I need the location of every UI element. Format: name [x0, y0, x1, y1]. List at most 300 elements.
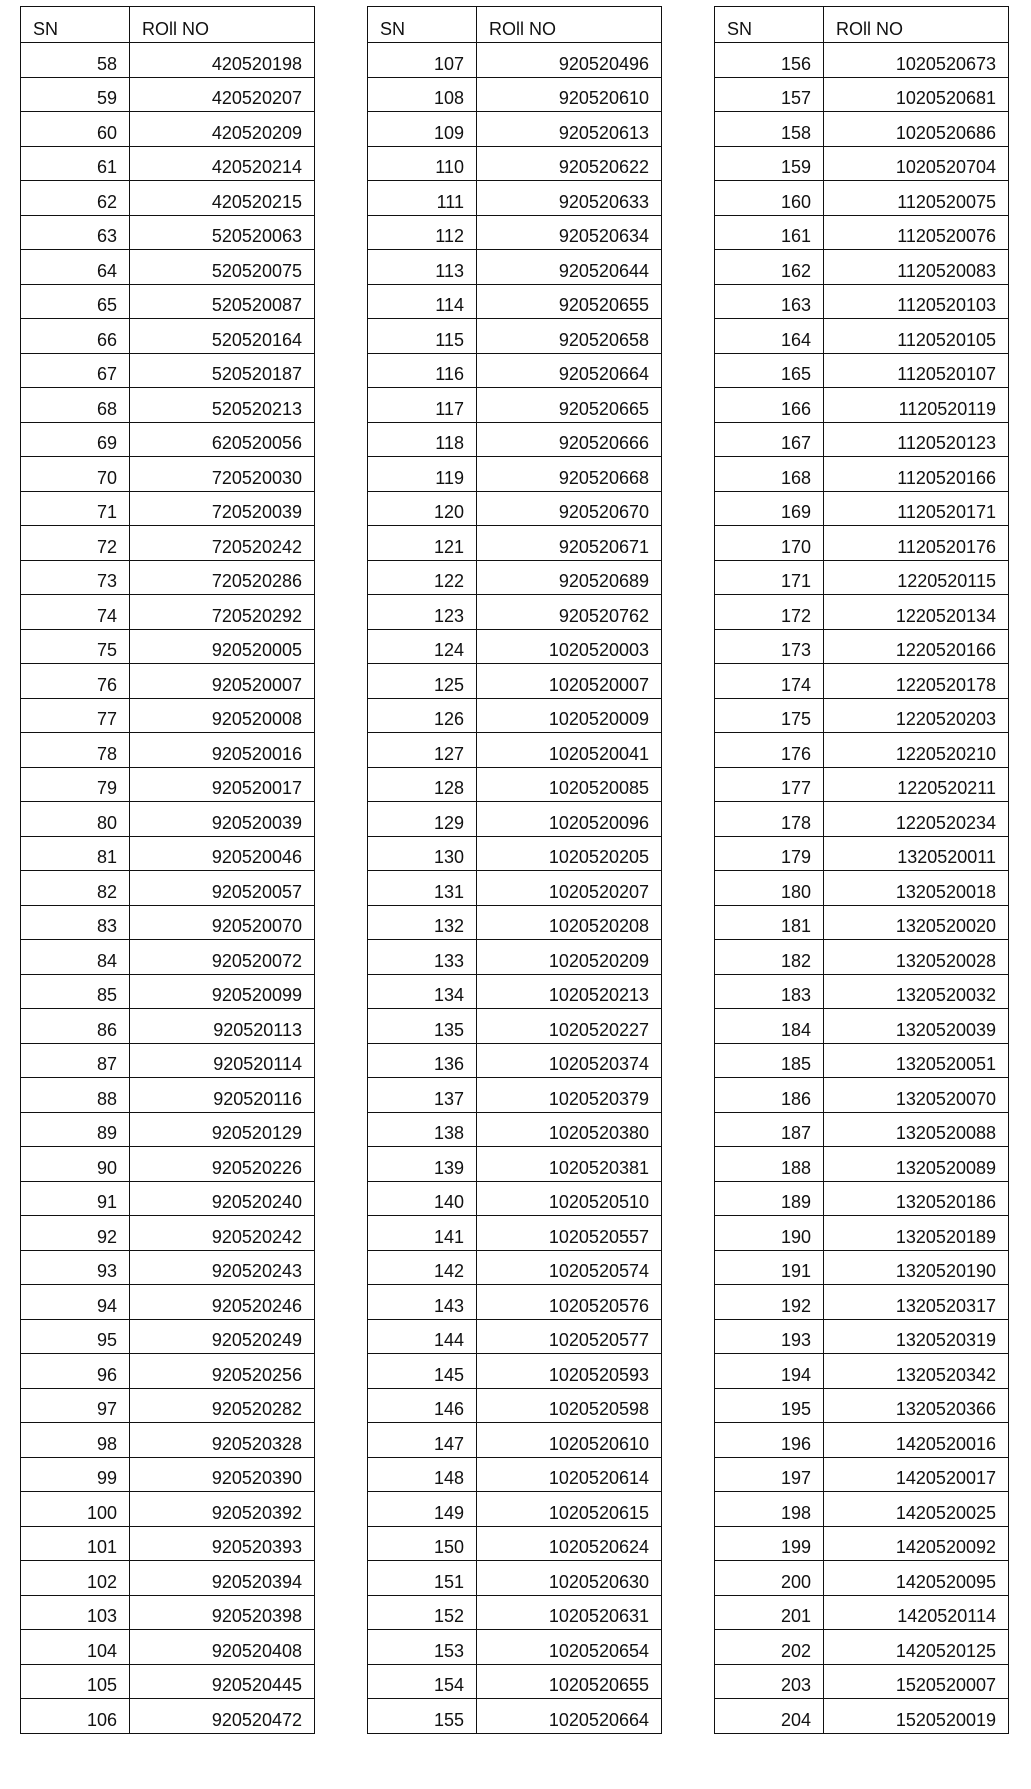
roll-no-cell: 920520246 — [130, 1285, 315, 1320]
table-row — [21, 664, 315, 699]
sn-cell: 137 — [368, 1078, 477, 1113]
table-row — [715, 1147, 1009, 1182]
sn-cell: 77 — [21, 698, 130, 733]
roll-no-cell: 1320520317 — [824, 1285, 1009, 1320]
roll-no-cell: 1120520103 — [824, 284, 1009, 319]
sn-cell: 155 — [368, 1699, 477, 1734]
table-row — [21, 629, 315, 664]
roll-no-cell: 1120520171 — [824, 491, 1009, 526]
roll-no-cell: 1020520655 — [477, 1664, 662, 1699]
sn-cell: 118 — [368, 422, 477, 457]
table-row — [368, 802, 662, 837]
table-row — [21, 1595, 315, 1630]
sn-cell: 62 — [21, 181, 130, 216]
roll-no-cell: 920520070 — [130, 905, 315, 940]
sn-cell: 58 — [21, 43, 130, 78]
table-row — [368, 836, 662, 871]
roll-no-cell: 920520129 — [130, 1112, 315, 1147]
table-row — [21, 1699, 315, 1734]
roll-no-cell: 1420520092 — [824, 1526, 1009, 1561]
sn-cell: 171 — [715, 560, 824, 595]
roll-no-cell: 1220520203 — [824, 698, 1009, 733]
roll-no-cell: 1520520019 — [824, 1699, 1009, 1734]
table-row — [368, 664, 662, 699]
roll-no-cell: 920520282 — [130, 1388, 315, 1423]
table-row — [368, 1043, 662, 1078]
table-row — [715, 1112, 1009, 1147]
roll-no-cell: 920520408 — [130, 1630, 315, 1665]
sn-cell: 187 — [715, 1112, 824, 1147]
roll-no-cell: 1220520115 — [824, 560, 1009, 595]
table-row — [21, 1388, 315, 1423]
roll-no-cell: 1320520342 — [824, 1354, 1009, 1389]
sn-cell: 177 — [715, 767, 824, 802]
table-row — [368, 1388, 662, 1423]
roll-no-cell: 920520226 — [130, 1147, 315, 1182]
roll-no-cell: 1020520207 — [477, 871, 662, 906]
table-row — [21, 1664, 315, 1699]
table-row — [715, 871, 1009, 906]
roll-no-cell: 920520610 — [477, 77, 662, 112]
roll-no-cell: 1020520379 — [477, 1078, 662, 1113]
table-row — [368, 1630, 662, 1665]
table-row — [368, 181, 662, 216]
table-row — [368, 43, 662, 78]
sn-cell: 151 — [368, 1561, 477, 1596]
table-row — [715, 353, 1009, 388]
roll-no-cell: 1020520213 — [477, 974, 662, 1009]
sn-cell: 129 — [368, 802, 477, 837]
table-row — [21, 1216, 315, 1251]
sn-cell: 142 — [368, 1250, 477, 1285]
roll-no-cell: 1120520105 — [824, 319, 1009, 354]
table-row — [368, 77, 662, 112]
roll-no-cell: 1020520673 — [824, 43, 1009, 78]
roll-no-cell: 1120520123 — [824, 422, 1009, 457]
roll-no-cell: 1420520125 — [824, 1630, 1009, 1665]
table-row — [715, 215, 1009, 250]
table-row — [368, 733, 662, 768]
table-row — [368, 560, 662, 595]
roll-no-cell: 920520658 — [477, 319, 662, 354]
sn-cell: 94 — [21, 1285, 130, 1320]
table-row — [715, 284, 1009, 319]
roll-table-3 — [714, 6, 1009, 1734]
table-row — [21, 560, 315, 595]
table-row — [21, 1250, 315, 1285]
roll-no-cell: 720520286 — [130, 560, 315, 595]
sn-cell: 131 — [368, 871, 477, 906]
roll-no-cell: 920520328 — [130, 1423, 315, 1458]
sn-cell: 185 — [715, 1043, 824, 1078]
sn-cell: 67 — [21, 353, 130, 388]
table-row — [715, 526, 1009, 561]
roll-no-cell: 920520671 — [477, 526, 662, 561]
roll-no-cell: 1520520007 — [824, 1664, 1009, 1699]
sn-cell: 98 — [21, 1423, 130, 1458]
roll-no-cell: 1420520095 — [824, 1561, 1009, 1596]
table-row — [21, 284, 315, 319]
roll-table-1 — [20, 6, 315, 1734]
sn-cell: 100 — [21, 1492, 130, 1527]
roll-no-cell: 1120520176 — [824, 526, 1009, 561]
sn-cell: 69 — [21, 422, 130, 457]
sn-cell: 196 — [715, 1423, 824, 1458]
sn-cell: 121 — [368, 526, 477, 561]
roll-no-cell: 1320520190 — [824, 1250, 1009, 1285]
table-row — [715, 1699, 1009, 1734]
roll-no-cell: 1220520210 — [824, 733, 1009, 768]
sn-cell: 204 — [715, 1699, 824, 1734]
sn-cell: 163 — [715, 284, 824, 319]
roll-no-cell: 720520242 — [130, 526, 315, 561]
sn-cell: 195 — [715, 1388, 824, 1423]
table-row — [715, 1630, 1009, 1665]
sn-cell: 165 — [715, 353, 824, 388]
sn-cell: 147 — [368, 1423, 477, 1458]
sn-cell: 66 — [21, 319, 130, 354]
table-row — [715, 802, 1009, 837]
table-row — [715, 181, 1009, 216]
sn-cell: 161 — [715, 215, 824, 250]
sn-cell: 188 — [715, 1147, 824, 1182]
roll-no-cell: 1020520631 — [477, 1595, 662, 1630]
table-row — [715, 146, 1009, 181]
roll-no-cell: 520520075 — [130, 250, 315, 285]
roll-no-cell: 920520039 — [130, 802, 315, 837]
roll-no-cell: 920520633 — [477, 181, 662, 216]
roll-no-cell: 720520030 — [130, 457, 315, 492]
table-row — [21, 595, 315, 630]
table-row — [368, 1457, 662, 1492]
table-row — [21, 1630, 315, 1665]
table-row — [368, 1181, 662, 1216]
table-row — [715, 250, 1009, 285]
table-row — [368, 1526, 662, 1561]
table-row — [715, 1181, 1009, 1216]
sn-cell: 114 — [368, 284, 477, 319]
sn-cell: 117 — [368, 388, 477, 423]
table-row — [368, 1492, 662, 1527]
roll-no-cell: 1220520234 — [824, 802, 1009, 837]
roll-no-cell: 1020520630 — [477, 1561, 662, 1596]
roll-no-cell: 1320520032 — [824, 974, 1009, 1009]
roll-no-cell: 920520072 — [130, 940, 315, 975]
table-row — [368, 974, 662, 1009]
roll-no-cell: 920520016 — [130, 733, 315, 768]
sn-cell: 60 — [21, 112, 130, 147]
sn-cell: 130 — [368, 836, 477, 871]
roll-no-cell: 920520644 — [477, 250, 662, 285]
roll-no-cell: 920520256 — [130, 1354, 315, 1389]
roll-no-cell: 1020520557 — [477, 1216, 662, 1251]
roll-no-cell: 1420520114 — [824, 1595, 1009, 1630]
table-row — [715, 319, 1009, 354]
sn-cell: 179 — [715, 836, 824, 871]
roll-no-cell: 920520113 — [130, 1009, 315, 1044]
table-row — [21, 871, 315, 906]
sn-cell: 198 — [715, 1492, 824, 1527]
table-row — [21, 1009, 315, 1044]
table-row — [21, 422, 315, 457]
roll-no-cell: 1020520576 — [477, 1285, 662, 1320]
table-row — [715, 1216, 1009, 1251]
roll-no-cell: 920520398 — [130, 1595, 315, 1630]
sn-cell: 92 — [21, 1216, 130, 1251]
table-row — [21, 1457, 315, 1492]
table-row — [21, 1285, 315, 1320]
sn-header: SN — [368, 7, 477, 43]
table-row — [368, 1595, 662, 1630]
roll-no-cell: 1020520704 — [824, 146, 1009, 181]
roll-no-cell: 1220520134 — [824, 595, 1009, 630]
roll-no-cell: 1320520051 — [824, 1043, 1009, 1078]
sn-cell: 125 — [368, 664, 477, 699]
roll-no-cell: 1020520615 — [477, 1492, 662, 1527]
roll-no-cell: 920520496 — [477, 43, 662, 78]
roll-no-cell: 920520622 — [477, 146, 662, 181]
roll-no-cell: 1020520374 — [477, 1043, 662, 1078]
roll-no-cell: 520520187 — [130, 353, 315, 388]
roll-no-cell: 920520445 — [130, 1664, 315, 1699]
roll-no-cell: 1020520007 — [477, 664, 662, 699]
sn-cell: 87 — [21, 1043, 130, 1078]
table-row — [21, 802, 315, 837]
sn-cell: 166 — [715, 388, 824, 423]
sn-cell: 71 — [21, 491, 130, 526]
sn-cell: 135 — [368, 1009, 477, 1044]
roll-no-cell: 520520164 — [130, 319, 315, 354]
sn-cell: 154 — [368, 1664, 477, 1699]
sn-cell: 110 — [368, 146, 477, 181]
roll-no-cell: 420520209 — [130, 112, 315, 147]
roll-no-cell: 920520116 — [130, 1078, 315, 1113]
sn-cell: 173 — [715, 629, 824, 664]
table-row — [368, 457, 662, 492]
sn-cell: 91 — [21, 1181, 130, 1216]
sn-cell: 144 — [368, 1319, 477, 1354]
sn-cell: 201 — [715, 1595, 824, 1630]
table-row — [715, 1526, 1009, 1561]
sn-cell: 139 — [368, 1147, 477, 1182]
sn-cell: 76 — [21, 664, 130, 699]
sn-cell: 169 — [715, 491, 824, 526]
table-row — [368, 595, 662, 630]
roll-no-cell: 920520008 — [130, 698, 315, 733]
roll-no-cell: 1020520614 — [477, 1457, 662, 1492]
roll-no-cell: 920520665 — [477, 388, 662, 423]
sn-cell: 70 — [21, 457, 130, 492]
roll-no-cell: 1320520020 — [824, 905, 1009, 940]
roll-no-cell: 1020520610 — [477, 1423, 662, 1458]
roll-no-cell: 1020520598 — [477, 1388, 662, 1423]
roll-no-cell: 920520613 — [477, 112, 662, 147]
table-row — [21, 388, 315, 423]
table-row — [368, 146, 662, 181]
roll-no-cell: 1320520366 — [824, 1388, 1009, 1423]
table-row — [368, 1354, 662, 1389]
table-row — [21, 1181, 315, 1216]
roll-no-cell: 920520046 — [130, 836, 315, 871]
sn-cell: 111 — [368, 181, 477, 216]
table-row — [715, 1043, 1009, 1078]
sn-cell: 140 — [368, 1181, 477, 1216]
sn-cell: 174 — [715, 664, 824, 699]
table-row — [715, 1250, 1009, 1285]
sn-cell: 103 — [21, 1595, 130, 1630]
table-row — [368, 319, 662, 354]
table-row — [21, 215, 315, 250]
roll-no-cell: 920520668 — [477, 457, 662, 492]
sn-cell: 203 — [715, 1664, 824, 1699]
table-row — [368, 353, 662, 388]
roll-no-cell: 1020520009 — [477, 698, 662, 733]
roll-no-cell: 1220520178 — [824, 664, 1009, 699]
sn-cell: 106 — [21, 1699, 130, 1734]
sn-cell: 85 — [21, 974, 130, 1009]
sn-cell: 176 — [715, 733, 824, 768]
sn-cell: 190 — [715, 1216, 824, 1251]
sn-cell: 119 — [368, 457, 477, 492]
roll-no-cell: 1120520119 — [824, 388, 1009, 423]
roll-no-cell: 1320520186 — [824, 1181, 1009, 1216]
header-row — [21, 7, 315, 43]
sn-cell: 192 — [715, 1285, 824, 1320]
table-row — [368, 629, 662, 664]
table-row — [21, 146, 315, 181]
roll-no-cell: 1020520381 — [477, 1147, 662, 1182]
sn-cell: 197 — [715, 1457, 824, 1492]
table-row — [21, 1423, 315, 1458]
table-row — [21, 43, 315, 78]
table-row — [368, 284, 662, 319]
sn-cell: 120 — [368, 491, 477, 526]
roll-table-2 — [367, 6, 662, 1734]
sn-cell: 194 — [715, 1354, 824, 1389]
table-row — [715, 1285, 1009, 1320]
table-row — [21, 181, 315, 216]
table-row — [21, 1561, 315, 1596]
roll-no-cell: 920520393 — [130, 1526, 315, 1561]
table-row — [21, 974, 315, 1009]
roll-no-cell: 1020520577 — [477, 1319, 662, 1354]
roll-no-cell: 920520392 — [130, 1492, 315, 1527]
table-row — [21, 491, 315, 526]
table-row — [715, 457, 1009, 492]
sn-cell: 183 — [715, 974, 824, 1009]
table-row — [715, 733, 1009, 768]
table-row — [715, 595, 1009, 630]
roll-no-cell: 1020520681 — [824, 77, 1009, 112]
sn-header: SN — [21, 7, 130, 43]
sn-cell: 78 — [21, 733, 130, 768]
table-row — [368, 940, 662, 975]
roll-no-header: ROll NO — [824, 7, 1009, 43]
roll-no-cell: 920520249 — [130, 1319, 315, 1354]
roll-no-cell: 1120520107 — [824, 353, 1009, 388]
sn-cell: 122 — [368, 560, 477, 595]
roll-no-cell: 1020520654 — [477, 1630, 662, 1665]
table-body — [715, 43, 1009, 1734]
table-row — [715, 77, 1009, 112]
table-row — [715, 1388, 1009, 1423]
roll-no-cell: 420520215 — [130, 181, 315, 216]
roll-no-cell: 920520099 — [130, 974, 315, 1009]
sn-cell: 112 — [368, 215, 477, 250]
sn-cell: 68 — [21, 388, 130, 423]
sn-cell: 93 — [21, 1250, 130, 1285]
roll-no-cell: 1220520211 — [824, 767, 1009, 802]
table-row — [21, 353, 315, 388]
table-row — [715, 836, 1009, 871]
table-row — [715, 1664, 1009, 1699]
table-row — [715, 1354, 1009, 1389]
table-row — [715, 1423, 1009, 1458]
sn-cell: 136 — [368, 1043, 477, 1078]
roll-no-cell: 1120520083 — [824, 250, 1009, 285]
sn-cell: 72 — [21, 526, 130, 561]
sn-cell: 75 — [21, 629, 130, 664]
sn-cell: 200 — [715, 1561, 824, 1596]
roll-no-cell: 920520240 — [130, 1181, 315, 1216]
sn-cell: 101 — [21, 1526, 130, 1561]
roll-no-cell: 1120520166 — [824, 457, 1009, 492]
table-row — [368, 1009, 662, 1044]
sn-cell: 184 — [715, 1009, 824, 1044]
table-row — [21, 1078, 315, 1113]
sn-cell: 84 — [21, 940, 130, 975]
sn-cell: 141 — [368, 1216, 477, 1251]
sn-cell: 180 — [715, 871, 824, 906]
sn-cell: 89 — [21, 1112, 130, 1147]
roll-no-cell: 1020520208 — [477, 905, 662, 940]
sn-cell: 74 — [21, 595, 130, 630]
roll-no-cell: 1020520593 — [477, 1354, 662, 1389]
roll-no-cell: 1320520070 — [824, 1078, 1009, 1113]
sn-cell: 189 — [715, 1181, 824, 1216]
sn-cell: 73 — [21, 560, 130, 595]
table-row — [368, 491, 662, 526]
roll-no-cell: 1320520039 — [824, 1009, 1009, 1044]
sn-cell: 124 — [368, 629, 477, 664]
roll-no-cell: 920520666 — [477, 422, 662, 457]
roll-no-cell: 920520664 — [477, 353, 662, 388]
roll-no-cell: 1320520088 — [824, 1112, 1009, 1147]
sn-cell: 116 — [368, 353, 477, 388]
roll-no-cell: 1220520166 — [824, 629, 1009, 664]
sn-cell: 167 — [715, 422, 824, 457]
roll-no-cell: 1320520089 — [824, 1147, 1009, 1182]
table-row — [715, 940, 1009, 975]
sn-cell: 107 — [368, 43, 477, 78]
header-row — [715, 7, 1009, 43]
table-row — [715, 1009, 1009, 1044]
roll-no-cell: 420520198 — [130, 43, 315, 78]
table-row — [368, 250, 662, 285]
table-row — [21, 940, 315, 975]
table-row — [368, 905, 662, 940]
sn-cell: 133 — [368, 940, 477, 975]
table-body — [368, 43, 662, 1734]
roll-no-cell: 420520214 — [130, 146, 315, 181]
sn-cell: 61 — [21, 146, 130, 181]
roll-no-cell: 1020520686 — [824, 112, 1009, 147]
table-row — [715, 43, 1009, 78]
table-row — [715, 112, 1009, 147]
sn-cell: 81 — [21, 836, 130, 871]
table-row — [368, 1319, 662, 1354]
sn-cell: 134 — [368, 974, 477, 1009]
